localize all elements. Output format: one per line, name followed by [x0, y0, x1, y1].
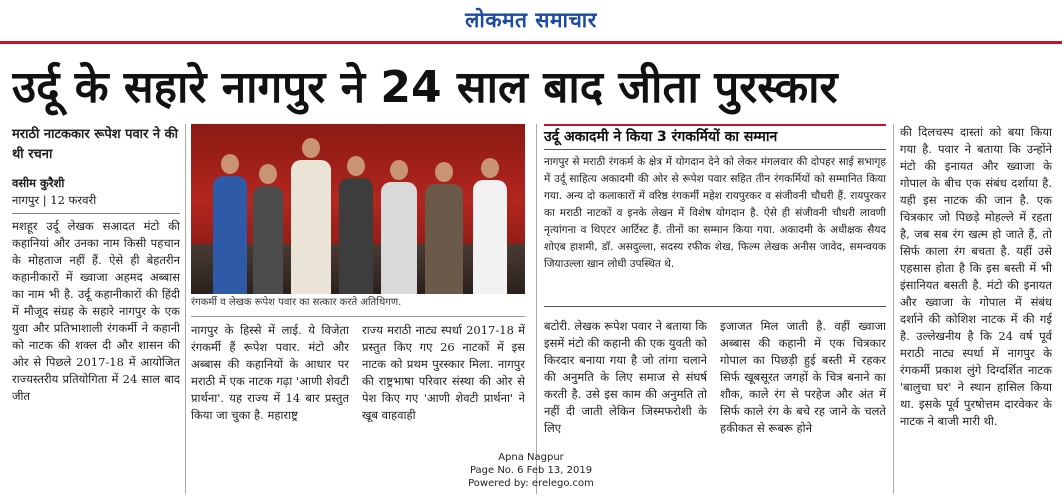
photo-person [291, 160, 331, 294]
photo-person-head [302, 138, 320, 158]
photo-person-head [347, 156, 365, 176]
column-divider [536, 124, 537, 494]
article-column-6: की दिलचस्प दास्तां को बया किया गया है. पवार ने बताया कि उन्होंने मंटो की इनायत और ख्वाजा के गोपाल के बीच एक संबंध दर्शाया है. यही इस नाटक की जान है. एक चित्रकार जो पिछड़े मोहल्ले में रहता है, जब सब रंग खत्म हो जाते हैं, तो सिर्फ काला रंग बचता है. यहीं उसे एहसास होता है कि इस बस्ती में भी इंसानियत बसती है. मंटो की इनायत और ख्वाजा के गोपाल में संबंध दर्शाने की कोशिश नाटक में की गई है. उल्लेखनीय है कि 24 वर्ष पूर्व मराठी नाट्य स्पर्धा में नागपुर के रंगकर्मी प्रकाश लुंगे दिग्दर्शित नाटक 'बालुचा घर' ने स्थान हासिल किया था. इसके पूर्व पुरषोत्तम दारवेकर के नाटक ने बाजी मारी थी. [900, 125, 1052, 428]
byline-divider [12, 213, 180, 214]
caption-divider [191, 316, 525, 317]
sidebar-box-body: नागपुर से मराठी रंगकर्म के क्षेत्र में योगदान देने को लेकर मंगलवार की दोपहर साई सभागृह में उर्दू साहित्य अकादमी की ओर से रूपेश पवार सहित तीन रंगकर्मियों को सम्मानित किया गया. अन्य दो कलाकारों में वरिष्ठ रंगकर्मी महेश रायपुरकर व संजीवनी चौधरी हैं. रायपुरकर का मराठी नाटकों व इनके लेखन में विशेष योगदान है. ऐसे ही संजीवनी चौधरी लावणी नृत्यांगना व थिएटर आर्टिस्ट हैं. तीनों का सम्मान किया गया. अकादमी के अधीक्षक सैयद शोएब हाशमी, डॉ. असदुल्ला, सदस्य रफीक शेख, फिल्म लेखक अनीस जावेद, समन्वयक जियाउल्ला खान लोधी उपस्थित थे. [544, 156, 886, 270]
sidebar-box-title: उर्दू अकादमी ने किया 3 रंगकर्मियों का सम्मान [544, 129, 778, 145]
photo-person-head [221, 154, 239, 174]
masthead-divider [0, 41, 1062, 44]
byline-dateline: नागपुर | 12 फरवरी [12, 193, 97, 207]
article-column-3: राज्य मराठी नाट्य स्पर्धा 2017-18 में प्रस्तुत किए गए 26 नाटकों में इस नाटक को प्रथम पुरस्कार मिला. नागपुर की राष्ट्रभाषा परिवार संस्था की ओर से पेश किए गए 'आणी शेवटी प्रार्थना' ने खूब वाहवाही [362, 323, 525, 422]
photo-person-head [259, 164, 277, 184]
byline-author: वसीम कुरैशी [12, 176, 65, 190]
photo-person-head [481, 158, 499, 178]
footer-powered-by: Powered by: erelego.com [468, 478, 594, 489]
column-divider [185, 124, 186, 494]
sidebar-box-top-rule [544, 124, 886, 126]
photo-person [339, 178, 373, 294]
article-subheadline: मराठी नाटककार रूपेश पवार ने की थी रचना [12, 127, 178, 162]
article-column-4: बटोरी. लेखक रूपेश पवार ने बताया कि इसमें मंटो की कहानी की एक युवती को किरदार बनाया गया है जो तांगा चलाने की अनुमति के लिए समाज से संघर्ष करती है. उसे इस काम की अनुमति तो नहीं दी जाती लेकिन जिस्मफरोशी के लिए [544, 319, 707, 435]
footer-edition: Apna Nagpur [498, 452, 564, 463]
article-column-1: मशहूर उर्दू लेखक सआदत मंटो की कहानियां और उनका नाम किसी पहचान के मोहताज नहीं हैं. ऐसे ही बेहतरीन कहानीकारों में ख्वाजा अहमद अब्बास का नाम भी है. उर्दू कहानीकारों की हिंदी में मौजूद संग्रह के सहारे नागपुर के एक युवा और प्रतिभाशाली रंगकर्मी ने कहानी को नाटक की शक्ल दी और शासन की ओर से पिछले 2017-18 में आयोजित राज्यस्तरीय प्रतियोगिता में 24 साल बाद जीत [12, 219, 180, 403]
article-headline: उर्दू के सहारे नागपुर ने 24 साल बाद जीता पुरस्कार [12, 62, 838, 113]
footer-page-date: Page No. 6 Feb 13, 2019 [469, 465, 593, 476]
article-photo [191, 124, 525, 294]
article-column-2: नागपुर के हिस्से में लाई. ये विजेता रंगकर्मी हैं रूपेश पवार. मंटो और अब्बास की कहानियों के आधार पर मराठी में एक नाटक गढ़ा 'आणी शेवटी प्रार्थना'. यह राज्य में 14 बार प्रस्तुत किया जा चुका है. महाराष्ट्र [191, 323, 349, 422]
photo-person-head [435, 162, 453, 182]
photo-person [381, 182, 417, 294]
photo-person [253, 186, 283, 294]
photo-person [213, 176, 247, 294]
page-footer [0, 451, 1062, 490]
photo-person-head [390, 160, 408, 180]
byline [12, 175, 180, 209]
sidebar-box-bottom-rule [544, 306, 886, 307]
article-column-5: इजाजत मिल जाती है. वहीं ख्वाजा अब्बास की कहानी में एक चित्रकार गोपाल का पिछड़ी हुई बस्ती में रहकर सिर्फ खूबसूरत जगहों के चित्र बनाने का शौक, काले रंग से परहेज और अंत में सिर्फ काले रंग के बचे रह जाने के चलते हकीकत से रूबरू होने [720, 319, 886, 435]
photo-person [473, 180, 507, 294]
photo-caption: रंगकर्मी व लेखक रूपेश पवार का सत्कार करते अतिथिगण. [191, 297, 402, 308]
photo-person [425, 184, 463, 294]
column-divider [893, 124, 894, 494]
masthead [0, 0, 1062, 40]
newspaper-logo: लोकमत समाचार [465, 8, 597, 32]
sidebar-box-title-rule [544, 149, 886, 150]
